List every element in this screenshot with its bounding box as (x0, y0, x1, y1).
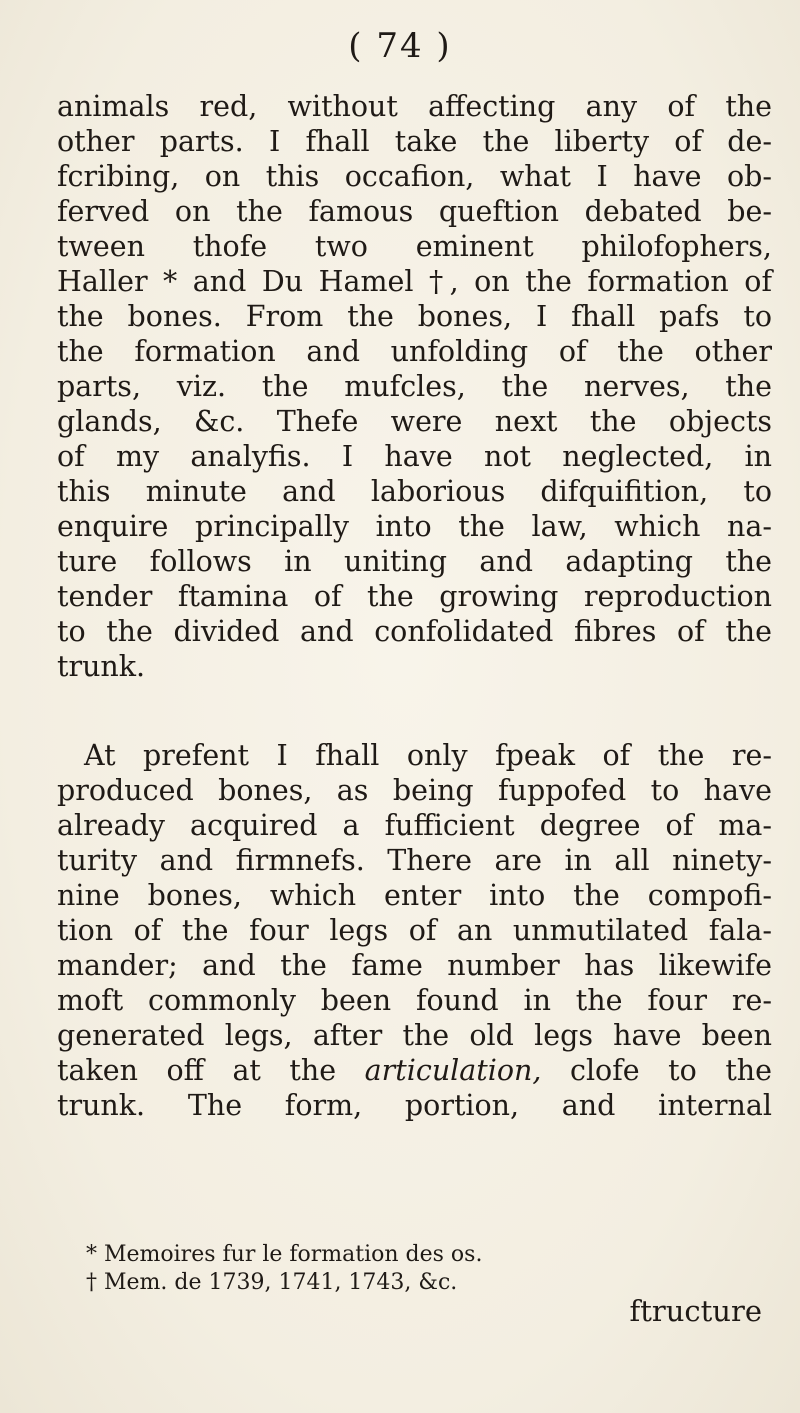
text-line: turity and firmnefs. There are in all ninety- (57, 844, 772, 877)
text-line: glands, &c. Thefe were next the objects (57, 405, 772, 438)
text-line: trunk. The form, portion, and internal (57, 1089, 772, 1122)
text-line: nine bones, which enter into the compofi- (57, 879, 772, 912)
catchword: ftructure (629, 1294, 762, 1328)
paragraph-1 (57, 89, 772, 684)
text-line: this minute and laborious difquifition, to (57, 475, 772, 508)
text-line: already acquired a fufficient degree of ma- (57, 809, 772, 842)
text-line: produced bones, as being fuppofed to have (57, 774, 772, 807)
text-line: other parts. I fhall take the liberty of de- (57, 125, 772, 158)
body-text (57, 89, 772, 1123)
text-line: the formation and unfolding of the other (57, 335, 772, 368)
footnote: * Memoires fur le formation des os. (86, 1242, 483, 1267)
text-line: of my analyfis. I have not neglected, in (57, 440, 772, 473)
page-number: ( 74 ) (348, 26, 452, 66)
footnote: † Mem. de 1739, 1741, 1743, &c. (86, 1270, 458, 1295)
text-line: parts, viz. the mufcles, the nerves, the (57, 370, 772, 403)
text-span: taken off at the (57, 1054, 337, 1087)
text-line: mander; and the fame number has likewife (57, 949, 772, 982)
text-span: clofe to the (569, 1054, 773, 1087)
text-line: tween thofe two eminent philofophers, (57, 230, 772, 263)
text-line: tion of the four legs of an unmutilated fala- (57, 914, 772, 947)
paragraph-gap (57, 684, 772, 738)
text-line: enquire principally into the law, which na- (57, 510, 772, 543)
text-line: Haller * and Du Hamel †, on the formation of (57, 265, 772, 298)
text-line: generated legs, after the old legs have been (57, 1019, 772, 1052)
text-line: At prefent I fhall only fpeak of the re- (84, 739, 772, 772)
text-line: to the divided and confolidated fibres of the (57, 615, 772, 648)
text-line: tender ftamina of the growing reproduction (57, 580, 772, 613)
text-line: fcribing, on this occafion, what I have ob- (57, 160, 772, 193)
text-line: trunk. (57, 650, 146, 683)
footnotes (86, 1241, 776, 1297)
text-line: animals red, without affecting any of the (57, 90, 772, 123)
text-line: ture follows in uniting and adapting the (57, 545, 772, 578)
paragraph-2 (57, 738, 772, 1123)
text-line: moft commonly been found in the four re- (57, 984, 772, 1017)
italic-term: articulation, (364, 1054, 542, 1087)
text-line (57, 1053, 772, 1088)
text-line: ferved on the famous queftion debated be- (57, 195, 772, 228)
text-line: the bones. From the bones, I fhall pafs to (57, 300, 772, 333)
